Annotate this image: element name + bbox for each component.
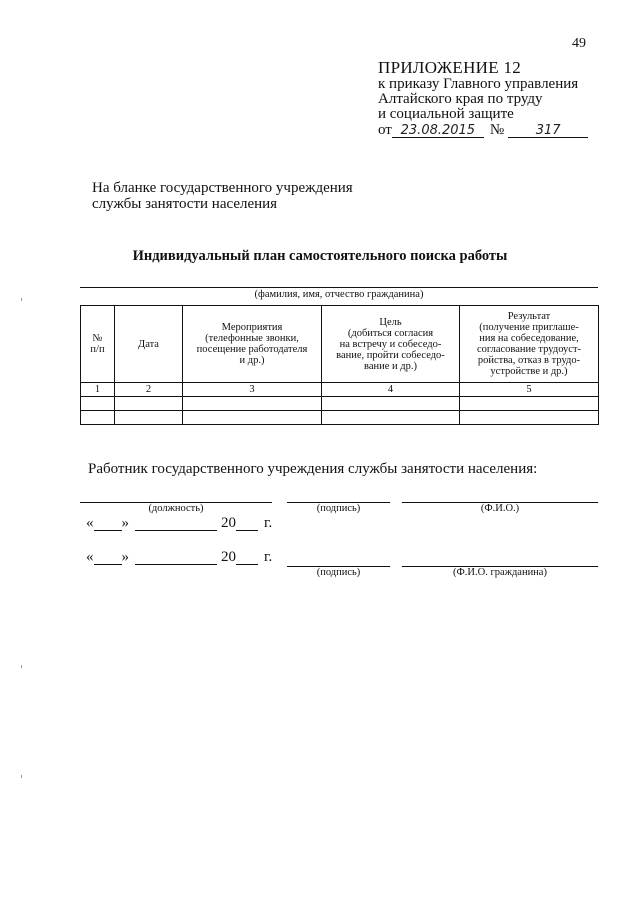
scan-mark xyxy=(21,665,22,668)
table-row xyxy=(81,411,599,425)
scan-mark xyxy=(21,775,22,778)
year-prefix: 20 xyxy=(221,549,236,565)
column-number: 1 xyxy=(81,383,115,397)
table-cell[interactable] xyxy=(460,397,599,411)
header-date-text: Дата xyxy=(138,338,159,350)
date-prefix: от xyxy=(378,122,392,138)
table-cell[interactable] xyxy=(460,411,599,425)
header-activities-text: Мероприятия (телефонные звонки, посещение работодателя и др.) xyxy=(196,322,308,366)
table-cell[interactable] xyxy=(81,411,115,425)
column-number: 4 xyxy=(322,383,460,397)
year-suffix: г. xyxy=(264,549,273,565)
year-prefix: 20 xyxy=(221,515,236,531)
appendix-line: Алтайского края по труду xyxy=(378,91,543,107)
date-close-quote: » xyxy=(121,515,129,531)
order-number: 317 xyxy=(508,123,588,138)
table-cell[interactable] xyxy=(81,397,115,411)
letterhead-note xyxy=(92,180,353,212)
worker-date-row xyxy=(86,515,272,531)
year-suffix: г. xyxy=(264,515,273,531)
column-number: 2 xyxy=(115,383,183,397)
column-number-row xyxy=(81,383,599,397)
order-date-row xyxy=(378,122,608,138)
header-goal xyxy=(322,306,460,383)
name-line xyxy=(80,287,598,288)
citizen-date-row xyxy=(86,549,272,565)
appendix-line: и социальной защите xyxy=(378,106,514,122)
appendix-line: к приказу Главного управления xyxy=(378,76,579,92)
letterhead-line: службы занятости населения xyxy=(92,196,278,212)
header-activities xyxy=(183,306,322,383)
name-caption: (фамилия, имя, отчество гражданина) xyxy=(254,289,424,300)
day-field[interactable] xyxy=(94,516,122,531)
month-field[interactable] xyxy=(135,550,217,565)
plan-title: Индивидуальный план самостоятельного поиска работы xyxy=(132,248,508,264)
date-open-quote: « xyxy=(86,515,94,531)
table-header-row xyxy=(81,306,599,383)
column-number: 5 xyxy=(460,383,599,397)
header-goal-text: Цель (добиться согласия на встречу и собеседо- вание, пройти собеседо- вание и др.) xyxy=(336,316,445,372)
table-cell[interactable] xyxy=(322,397,460,411)
header-result xyxy=(460,306,599,383)
header-number xyxy=(81,306,115,383)
table-cell[interactable] xyxy=(115,411,183,425)
plan-table xyxy=(80,305,599,425)
page-number: 49 xyxy=(572,36,586,51)
worker-label: Работник государственного учреждения службы занятости населения: xyxy=(88,461,538,477)
table-cell[interactable] xyxy=(115,397,183,411)
table-row xyxy=(81,397,599,411)
signature-caption: (подпись) xyxy=(316,503,361,514)
year-field[interactable] xyxy=(236,550,258,565)
fio-caption: (Ф.И.О.) xyxy=(480,503,520,514)
citizen-fio-caption: (Ф.И.О. гражданина) xyxy=(453,567,547,578)
year-field[interactable] xyxy=(236,516,258,531)
table-cell[interactable] xyxy=(183,397,322,411)
date-open-quote: « xyxy=(86,549,94,565)
order-date: 23.08.2015 xyxy=(392,123,484,138)
scan-mark xyxy=(21,298,22,301)
header-number-text: № п/п xyxy=(90,333,105,355)
letterhead-line: На бланке государственного учреждения xyxy=(92,180,353,196)
month-field[interactable] xyxy=(135,516,217,531)
column-number: 3 xyxy=(183,383,322,397)
table-cell[interactable] xyxy=(183,411,322,425)
position-caption: (должность) xyxy=(148,503,204,514)
number-prefix: № xyxy=(489,122,505,138)
table-cell[interactable] xyxy=(322,411,460,425)
appendix-block xyxy=(378,58,608,138)
header-result-text: Результат (получение приглаше- ния на собеседование, согласование трудоуст- ройства, отказ в трудо- устройстве и др.) xyxy=(476,311,582,377)
citizen-signature-caption: (подпись) xyxy=(316,567,361,578)
header-date xyxy=(115,306,183,383)
date-close-quote: » xyxy=(121,549,129,565)
day-field[interactable] xyxy=(94,550,122,565)
appendix-title: ПРИЛОЖЕНИЕ 12 xyxy=(378,58,522,77)
